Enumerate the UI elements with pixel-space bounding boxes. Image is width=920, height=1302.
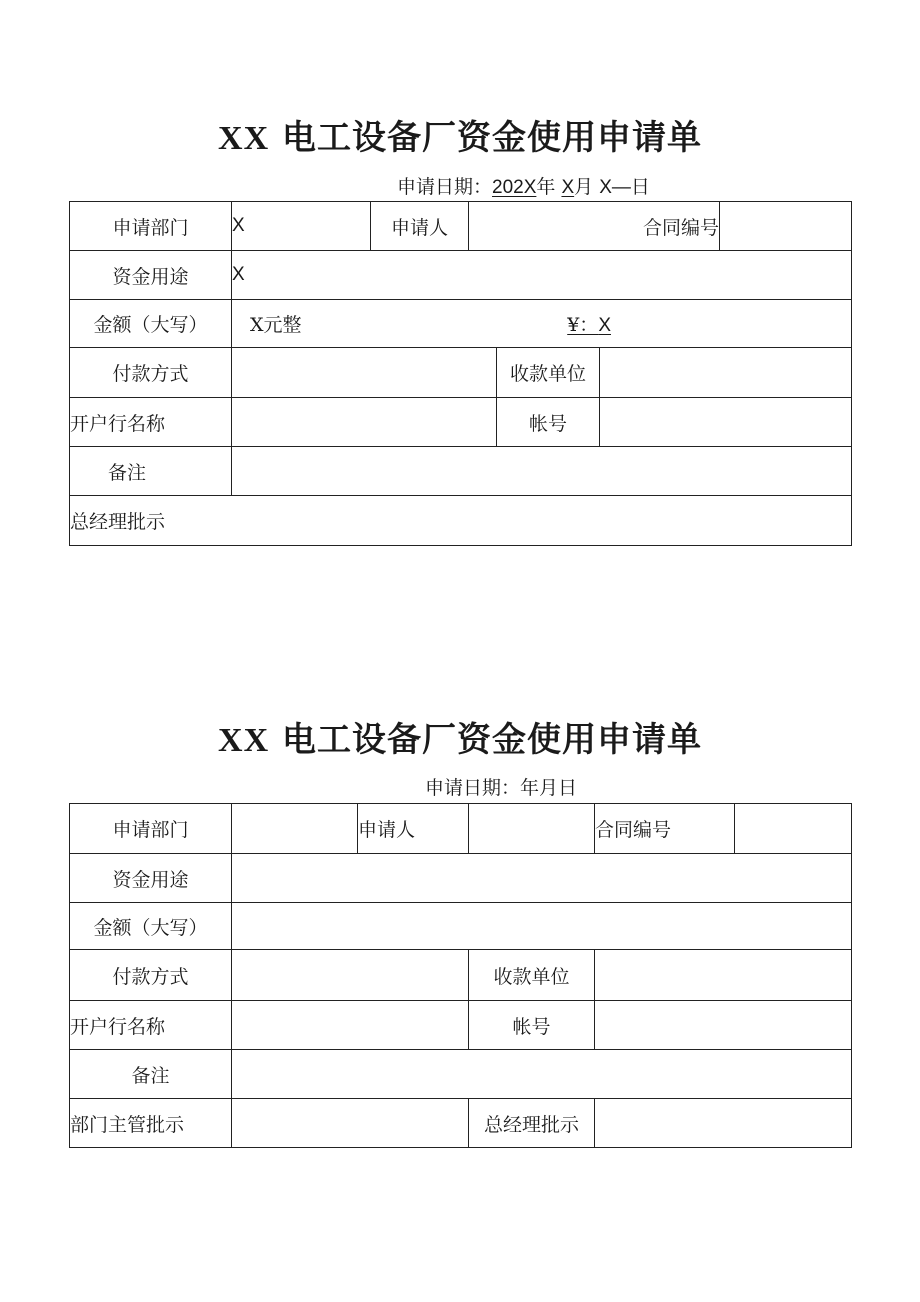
form1-date-day-unit: 日 bbox=[630, 176, 650, 198]
form2-remarks-value[interactable] bbox=[232, 1050, 852, 1099]
form2-amount-label: 金额（大写） bbox=[70, 903, 232, 950]
form2-bank-value[interactable] bbox=[232, 1001, 469, 1050]
form1-title-prefix: XX bbox=[218, 120, 270, 157]
form2-purpose-label: 资金用途 bbox=[70, 854, 232, 903]
form1-row-amount bbox=[70, 300, 852, 348]
form1-account-label: 帐号 bbox=[497, 398, 600, 447]
form2-contract-label: 合同编号 bbox=[595, 804, 735, 854]
form2-account-value[interactable] bbox=[595, 1001, 852, 1050]
form1-account-value[interactable] bbox=[600, 398, 852, 447]
form1-row-purpose bbox=[70, 251, 852, 300]
form1-bank-label: 开户行名称 bbox=[70, 398, 232, 447]
form1-amount-symbol: ¥： bbox=[567, 314, 599, 336]
form2-row-purpose bbox=[70, 854, 852, 903]
form1-row-dept bbox=[70, 202, 852, 251]
form2-row-payment bbox=[70, 950, 852, 1001]
form2-gm-approval-label: 总经理批示 bbox=[469, 1099, 595, 1148]
form1-amount-label: 金额（大写） bbox=[70, 300, 232, 348]
form2-purpose-value[interactable] bbox=[232, 854, 852, 903]
form1-purpose-label: 资金用途 bbox=[70, 251, 232, 300]
form1-bank-value[interactable] bbox=[232, 398, 497, 447]
form2-gm-approval-value[interactable] bbox=[595, 1099, 852, 1148]
form1-amount-upper-value: X元整 bbox=[250, 314, 302, 336]
form2-payment-method-value[interactable] bbox=[232, 950, 469, 1001]
form2-date-label: 申请日期：年月日 bbox=[425, 777, 578, 799]
form1-date-year[interactable]: 202X bbox=[492, 177, 537, 198]
form1-gm-approval-label[interactable]: 总经理批示 bbox=[70, 496, 852, 546]
form1-row-remarks bbox=[70, 447, 852, 496]
form1-date-line bbox=[397, 175, 650, 200]
form2-payment-method-label: 付款方式 bbox=[70, 950, 232, 1001]
form1-applicant-label: 申请人 bbox=[371, 202, 469, 251]
form2-title-prefix: XX bbox=[218, 722, 270, 759]
form2-payee-label: 收款单位 bbox=[469, 950, 595, 1001]
form1-dept-label: 申请部门 bbox=[70, 202, 232, 251]
form1-remarks-value[interactable] bbox=[232, 447, 852, 496]
form2-row-approvals bbox=[70, 1099, 852, 1148]
form2-dept-manager-approval-label: 部门主管批示 bbox=[70, 1099, 232, 1148]
form1-dept-value[interactable]: X bbox=[232, 202, 371, 251]
form2-applicant-value[interactable] bbox=[469, 804, 595, 854]
form2-dept-value[interactable] bbox=[232, 804, 358, 854]
form2-dept-label: 申请部门 bbox=[70, 804, 232, 854]
form2-row-amount bbox=[70, 903, 852, 950]
form1-payee-value[interactable] bbox=[600, 348, 852, 398]
form2-bank-label: 开户行名称 bbox=[70, 1001, 232, 1050]
form1-table bbox=[69, 201, 852, 546]
form1-row-gm bbox=[70, 496, 852, 546]
form2-account-label: 帐号 bbox=[469, 1001, 595, 1050]
form2-row-bank bbox=[70, 1001, 852, 1050]
form1-payment-method-value[interactable] bbox=[232, 348, 497, 398]
form2-date-line bbox=[425, 776, 577, 800]
form1-date-day[interactable]: X— bbox=[599, 177, 631, 198]
form2-amount-value[interactable] bbox=[232, 903, 852, 950]
form2-dept-manager-approval-value[interactable] bbox=[232, 1099, 469, 1148]
form1-amount-number-group bbox=[567, 310, 611, 337]
form2-applicant-label: 申请人 bbox=[358, 804, 469, 854]
form1-title bbox=[0, 118, 920, 159]
form1-title-text: 电工设备厂资金使用申请单 bbox=[281, 118, 702, 158]
form2-title-text: 电工设备厂资金使用申请单 bbox=[281, 720, 702, 760]
form1-purpose-value[interactable]: X bbox=[232, 251, 852, 300]
form1-row-payment bbox=[70, 348, 852, 398]
form2-remarks-label: 备注 bbox=[70, 1050, 232, 1099]
form2-payee-value[interactable] bbox=[595, 950, 852, 1001]
form1-amount-cell[interactable] bbox=[232, 300, 852, 348]
form1-contract-value[interactable] bbox=[720, 202, 852, 251]
form2-title bbox=[0, 720, 920, 761]
form2-table bbox=[69, 803, 852, 1148]
form1-date-month-unit: 月 bbox=[574, 176, 594, 198]
form1-amount-number: X bbox=[598, 315, 611, 336]
form2-contract-value[interactable] bbox=[735, 804, 852, 854]
form1-payment-method-label: 付款方式 bbox=[70, 348, 232, 398]
form2-row-dept bbox=[70, 804, 852, 854]
form1-payee-label: 收款单位 bbox=[497, 348, 600, 398]
form1-contract-label: 合同编号 bbox=[469, 202, 720, 251]
form1-date-label: 申请日期： bbox=[397, 176, 493, 198]
form2-row-remarks bbox=[70, 1050, 852, 1099]
form1-remarks-label: 备注 bbox=[70, 447, 232, 496]
form1-date-month[interactable]: X bbox=[561, 177, 575, 198]
form1-date-year-unit: 年 bbox=[536, 176, 556, 198]
form1-row-bank bbox=[70, 398, 852, 447]
